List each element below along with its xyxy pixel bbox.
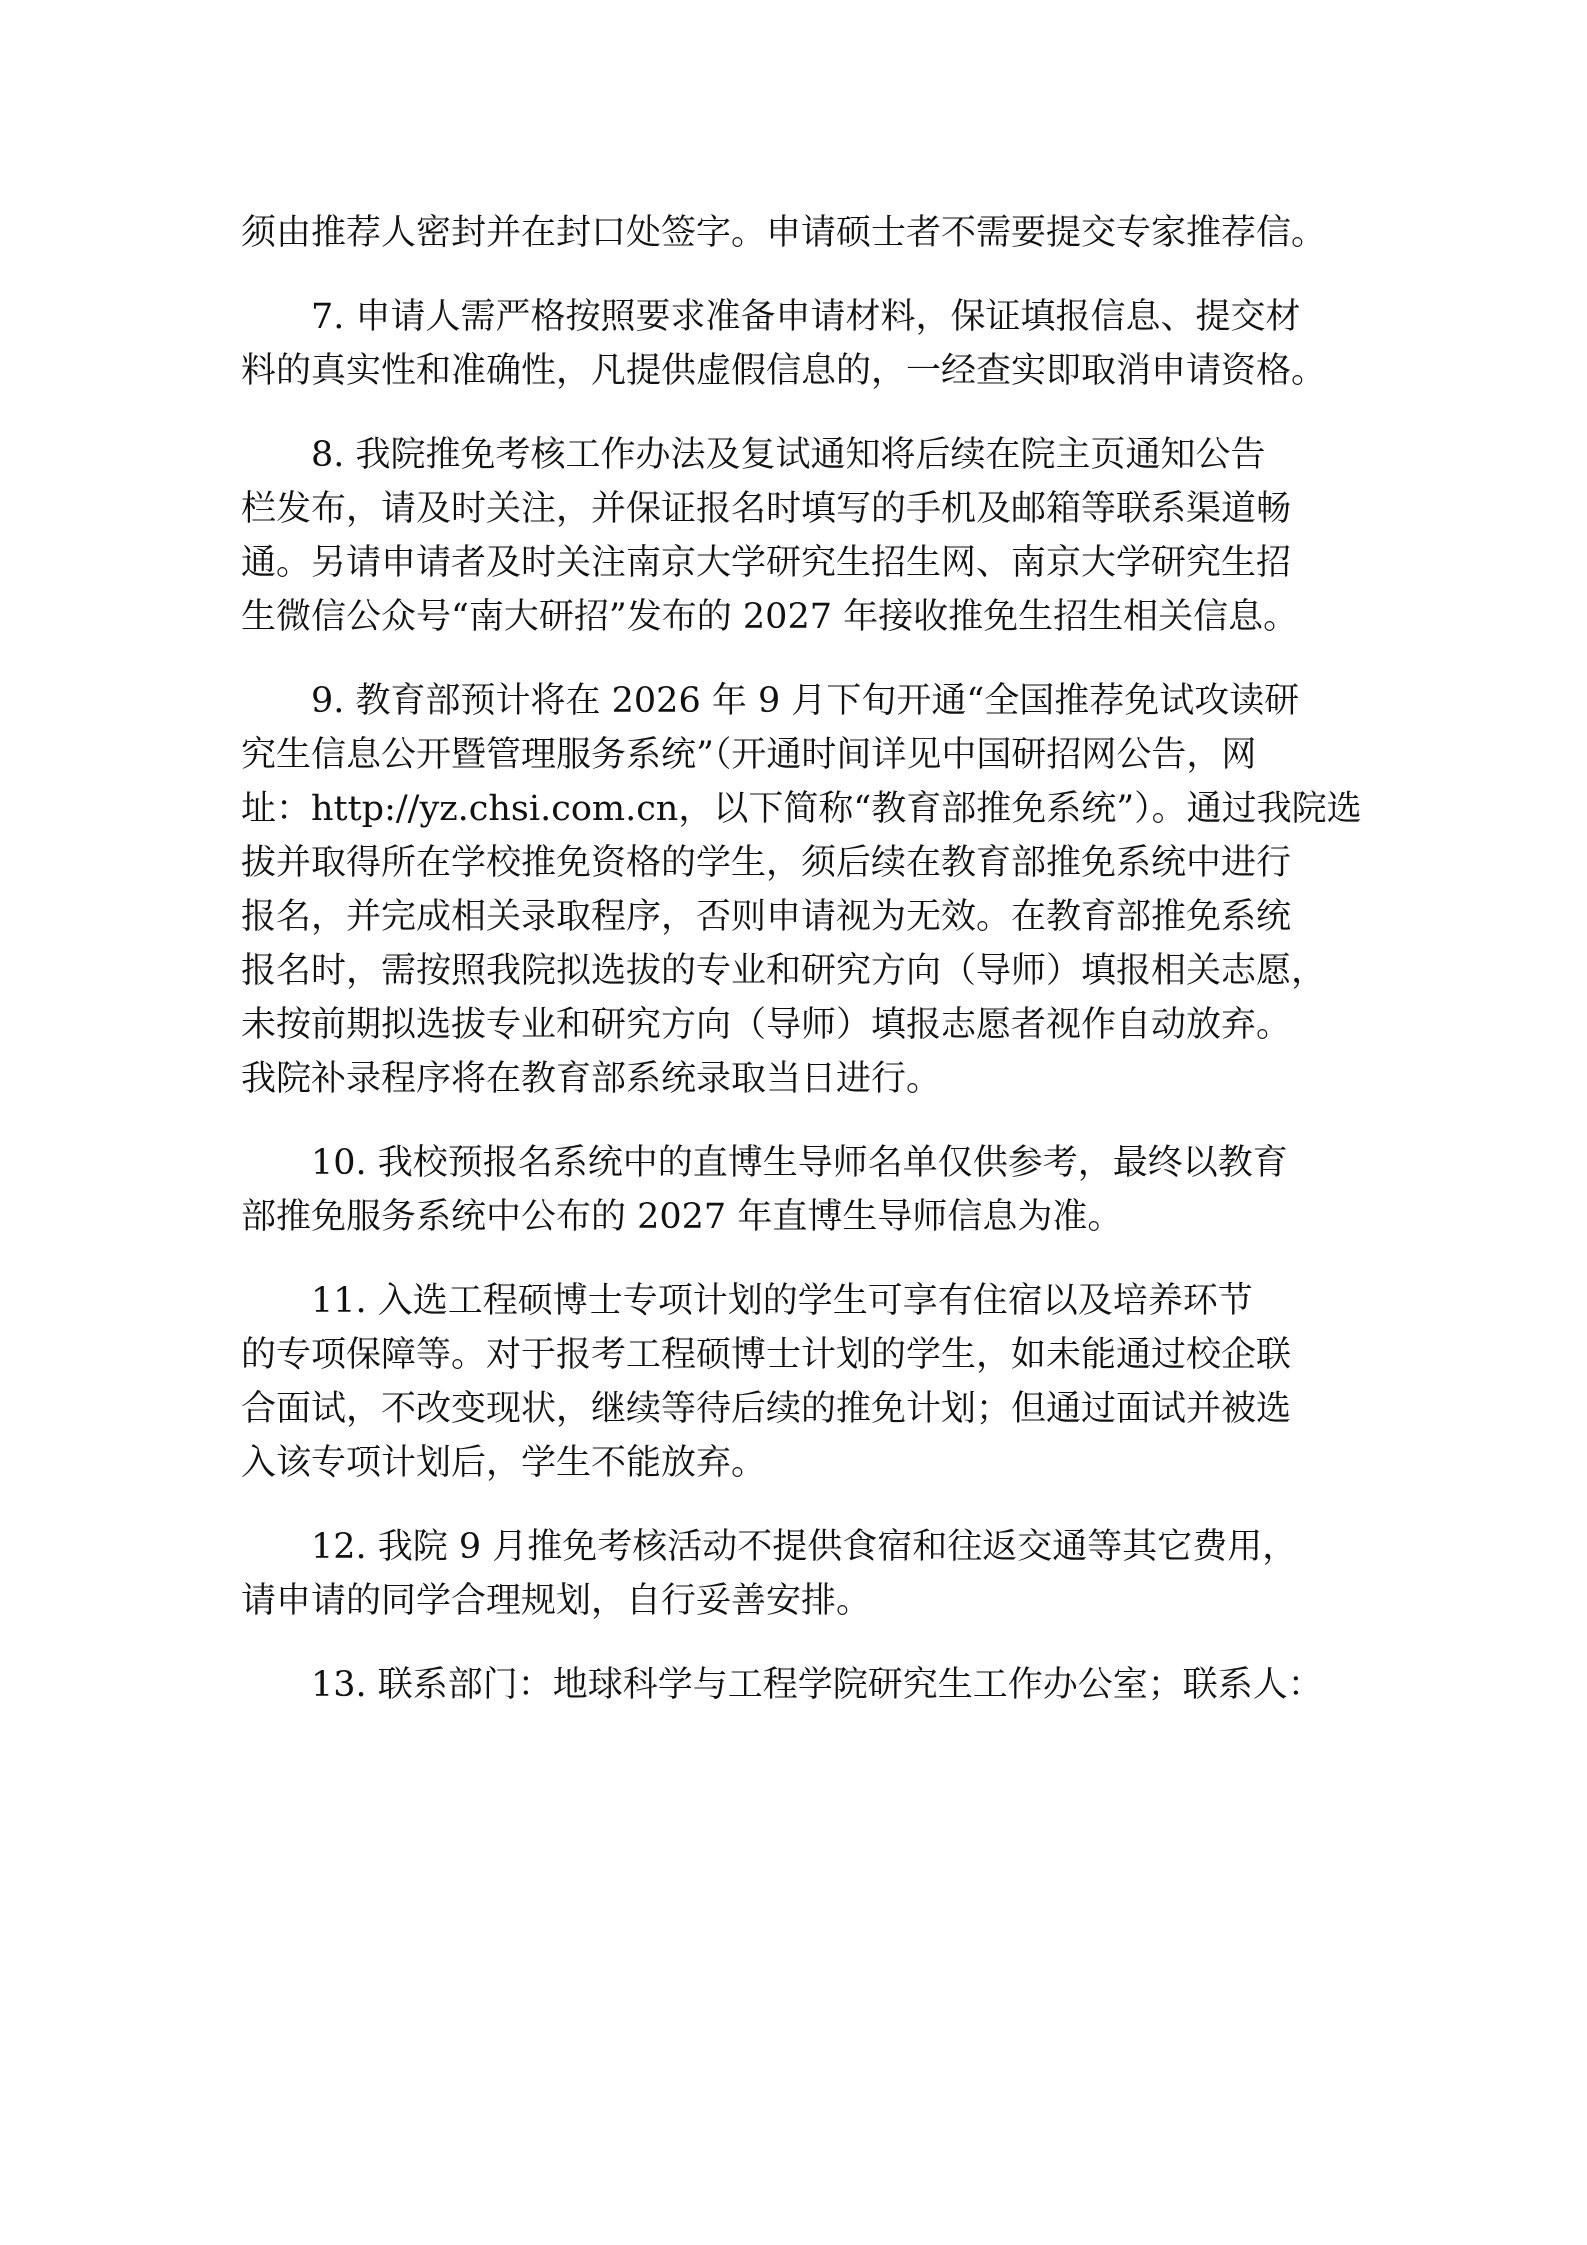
text-line: 生微信公众号“南大研招”发布的 2027 年接收推免生招生相关信息。 xyxy=(241,597,1299,637)
text-line: 通。另请申请者及时关注南京大学研究生招生网、南京大学研究生招 xyxy=(241,543,1292,583)
text-line: 入该专项计划后，学生不能放弃。 xyxy=(241,1443,767,1483)
text-line: 究生信息公开暨管理服务系统”（开通时间详见中国研招网公告，网 xyxy=(241,735,1257,775)
text-line: 11. 入选工程硕博士专项计划的学生可享有住宿以及培养环节 xyxy=(311,1281,1253,1321)
text-line: 拔并取得所在学校推免资格的学生，须后续在教育部推免系统中进行 xyxy=(241,843,1292,883)
text-line-with-url: 址：http://yz.chsi.com.cn，以下简称“教育部推免系统”）。通过我院选 xyxy=(241,789,1362,829)
text-line: 12. 我院 9 月推免考核活动不提供食宿和往返交通等其它费用， xyxy=(311,1527,1298,1567)
text-line: 13. 联系部门：地球科学与工程学院研究生工作办公室；联系人： xyxy=(311,1665,1323,1705)
text-line: 我院补录程序将在教育部系统录取当日进行。 xyxy=(241,1059,942,1099)
text-line: 报名时，需按照我院拟选拔的专业和研究方向（导师）填报相关志愿， xyxy=(241,951,1327,991)
text-line: 栏发布，请及时关注，并保证报名时填写的手机及邮箱等联系渠道畅 xyxy=(241,489,1292,529)
document-page xyxy=(241,206,1362,1712)
text-line: 料的真实性和准确性，凡提供虚假信息的，一经查实即取消申请资格。 xyxy=(241,351,1327,391)
text-line: 须由推荐人密封并在封口处签字。申请硕士者不需要提交专家推荐信。 xyxy=(241,213,1327,253)
text-line: 的专项保障等。对于报考工程硕博士计划的学生，如未能通过校企联 xyxy=(241,1335,1292,1375)
paragraph-item-9 xyxy=(241,674,1362,1106)
text-line: 报名，并完成相关录取程序，否则申请视为无效。在教育部推免系统 xyxy=(241,897,1292,937)
text-line: 请申请的同学合理规划，自行妥善安排。 xyxy=(241,1581,872,1621)
paragraph-6-continuation xyxy=(241,206,1349,260)
text-line: 10. 我校预报名系统中的直博生导师名单仅供参考，最终以教育 xyxy=(311,1143,1288,1183)
paragraph-item-7 xyxy=(241,290,1349,398)
paragraph-item-13 xyxy=(241,1658,1349,1712)
text-line: 9. 教育部预计将在 2026 年 9 月下旬开通“全国推荐免试攻读研 xyxy=(311,681,1300,721)
text-line: 8. 我院推免考核工作办法及复试通知将后续在院主页通知公告 xyxy=(311,435,1266,475)
text-line: 7. 申请人需严格按照要求准备申请材料，保证填报信息、提交材 xyxy=(311,297,1301,337)
text-line: 部推免服务系统中公布的 2027 年直博生导师信息为准。 xyxy=(241,1197,1123,1237)
text-line: 合面试，不改变现状，继续等待后续的推免计划；但通过面试并被选 xyxy=(241,1389,1292,1429)
paragraph-item-8 xyxy=(241,428,1349,644)
paragraph-item-11 xyxy=(241,1274,1349,1490)
paragraph-item-12 xyxy=(241,1520,1349,1628)
text-line: 未按前期拟选拔专业和研究方向（导师）填报志愿者视作自动放弃。 xyxy=(241,1005,1292,1045)
paragraph-item-10 xyxy=(241,1136,1349,1244)
